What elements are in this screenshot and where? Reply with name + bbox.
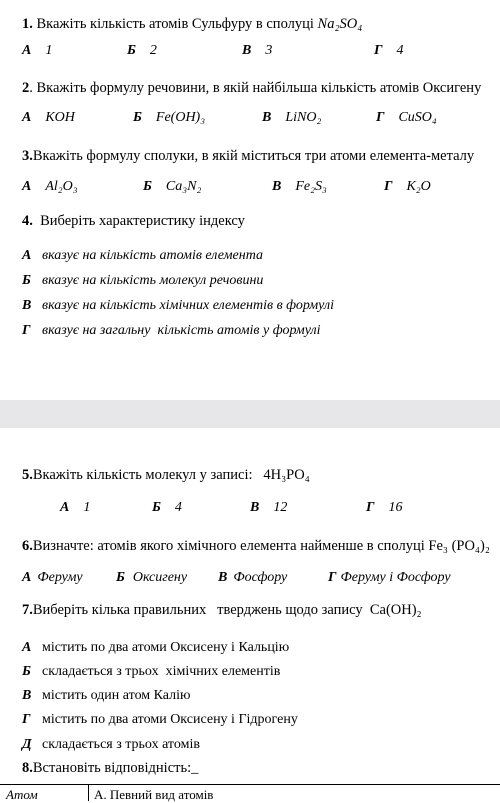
page-separator: [0, 400, 500, 428]
question-text: . Вкажіть формулу речовини, в якій найбільша кількість атомів Оксигену: [29, 80, 482, 96]
question-5: [22, 467, 310, 484]
question-7: [22, 602, 422, 619]
question-number: 1.: [22, 16, 33, 32]
q2-option-a: А KOH: [22, 110, 75, 125]
q6-option-b: Б Оксигену: [116, 570, 188, 585]
question-1: [22, 16, 362, 33]
question-2: [22, 80, 481, 97]
question-8: [22, 760, 198, 777]
q3-option-b: Б Ca₃N₂: [143, 179, 202, 194]
question-text: Вкажіть кількість атомів Сульфуру в сполуці: [36, 16, 318, 32]
question-text: Виберіть характеристику індексу: [32, 213, 245, 229]
q1-option-c: В 3: [242, 43, 273, 58]
q4-option-d: Г вказує на загальну кількість атомів у формулі: [22, 323, 321, 338]
question-number: 3.: [22, 148, 33, 164]
question-number: 8.: [22, 760, 33, 776]
question-number: 5.: [22, 467, 33, 483]
question-text: Вкажіть формулу сполуки, в якій міститься три атоми елемента-металу: [32, 148, 475, 164]
question-formula: Na₂SO₄: [317, 16, 363, 32]
q4-option-b: Б вказує на кількість молекул речовини: [22, 273, 264, 288]
question-text: Встановіть відповідність:_: [32, 760, 199, 776]
q4-option-a: А вказує на кількість атомів елемента: [22, 248, 263, 263]
q3-option-c: В Fe₂S₃: [272, 179, 327, 194]
question-6: [22, 538, 490, 555]
q5-option-b: Б 4: [152, 500, 182, 515]
table-cell-definition: А. Певний вид атомів: [94, 787, 214, 802]
q3-option-d: Г K₂O: [384, 179, 431, 194]
q4-option-c: В вказує на кількість хімічних елементів в формулі: [22, 298, 334, 313]
q1-option-b: Б 2: [127, 43, 157, 58]
q3-option-a: А Al₂O₃: [22, 179, 78, 194]
q5-option-d: Г 16: [366, 500, 403, 515]
question-text: Виберіть кілька правильних тверджень щодо запису Ca(OH)₂: [32, 602, 422, 618]
q7-option-c: В містить один атом Калію: [22, 688, 191, 703]
q7-option-d: Г містить по два атоми Оксисену і Гідрогену: [22, 712, 298, 727]
question-3: [22, 148, 474, 165]
q1-option-d: Г 4: [374, 43, 404, 58]
q7-option-b: Б складається з трьох хімічних елементів: [22, 664, 281, 679]
question-text: Вкажіть кількість молекул у записі: 4H₃PO₄: [32, 467, 310, 483]
question-4: [22, 213, 245, 230]
q6-option-a: А Феруму: [22, 570, 83, 585]
q5-option-c: В 12: [250, 500, 288, 515]
q6-option-c: В Фосфору: [218, 570, 288, 585]
question-number: 6.: [22, 538, 33, 554]
q6-option-d: Г Феруму і Фосфору: [328, 570, 451, 585]
q7-option-a: А містить по два атоми Оксисену і Кальцію: [22, 640, 290, 655]
q2-option-d: Г CuSO₄: [376, 110, 437, 125]
question-number: 2: [22, 80, 30, 96]
q7-option-e: Д складається з трьох атомів: [22, 737, 200, 752]
top-question-panel: [0, 0, 500, 400]
q1-option-a: А 1: [22, 43, 53, 58]
question-number: 4.: [22, 213, 33, 229]
table-header-atom: Атом: [6, 787, 38, 802]
q5-option-a: А 1: [60, 500, 91, 515]
question-text: Визначте: атомів якого хімічного елемента найменше в сполуці Fe₃ (PO₄)₂: [32, 538, 490, 554]
question-number: 7.: [22, 602, 33, 618]
matching-table: [0, 784, 500, 801]
q2-option-c: В LiNO₂: [262, 110, 322, 125]
q2-option-b: Б Fe(OH)₃: [133, 110, 206, 125]
